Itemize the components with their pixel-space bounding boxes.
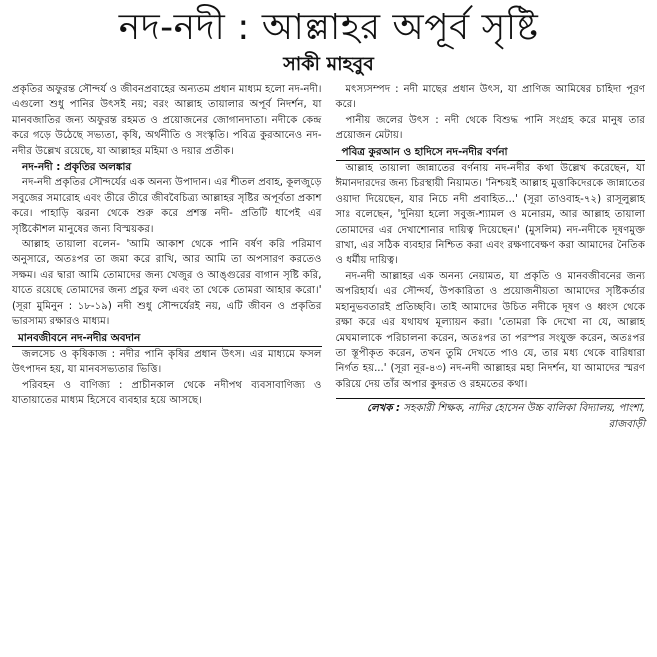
paragraph-fisheries: মৎস্যসম্পদ : নদী মাছের প্রধান উৎস, যা প্রাণিজ আমিষের চাহিদা পূরণ করে। bbox=[335, 84, 645, 111]
article-author: সাকী মাহবুব bbox=[283, 53, 374, 75]
paragraph-paradise-rivers: আল্লাহ তায়ালা জান্নাতের বর্ণনায় নদ-নদীর কথা উল্লেখ করেছেন, যা ঈমানদারদের জন্য চিরস্থায়ী নিয়ামত। 'নিশ্চয়ই আল্লাহ মুত্তাকিদেরকে জান্নাতের ওয়াদা দিয়েছেন, যার নিচে নদী প্রবাহিত...' (সূরা তাওবাহ-৭২) রাসূলুল্লাহ সাঃ বলেছেন, 'দুনিয়া হলো সবুজ-শ্যামল ও মনোরম, আর আল্লাহ তায়ালা তোমাদের এর দেখাশোনার দায়িত্ব দিয়েছেন।' (মুসলিম) নদ-নদীকে দূষণমুক্ত রাখা, এর সঠিক ব্যবহার নিশ্চিত করা এবং রক্ষণাবেক্ষণ করা আমাদের নৈতিক ও ধর্মীয় দায়িত্ব। bbox=[335, 163, 645, 267]
section-heading-ornament: নদ-নদী : প্রকৃতির অলঙ্কার bbox=[22, 161, 132, 174]
article-body bbox=[12, 82, 645, 432]
section-heading-contribution: মানবজীবনে নদ-নদীর অবদান bbox=[12, 331, 322, 347]
paragraph-transport: পরিবহন ও বাণিজ্য : প্রাচীনকাল থেকে নদীপথ ব্যবসাবাণিজ্য ও যাতায়াতের মাধ্যম হিসেবে ব্যবহার হয়ে আসছে। bbox=[12, 379, 322, 407]
author-note-text: সহকারী শিক্ষক, নাদির হোসেন উচ্চ বালিকা বিদ্যালয়, পাংশা, রাজবাড়ী bbox=[403, 403, 645, 430]
intro-paragraph: প্রকৃতির অফুরন্ত সৌন্দর্য ও জীবনপ্রবাহের অন্যতম প্রধান মাধ্যম হলো নদ-নদী। এগুলো শুধু পানির উৎসই নয়; বরং আল্লাহ তায়ালার অপূর্ব নিদর্শন, যা মানবজাতির জন্য অফুরন্ত রহমত ও প্রয়োজনের জোগানদাতা। নদীকে কেন্দ্র করে গড়ে উঠেছে সভ্যতা, কৃষি, অর্থনীতি ও সংস্কৃতি। পবিত্র কুরআনেও নদ-নদীর উল্লেখ রয়েছে, যা আল্লাহর মহিমা ও দয়ার প্রতীক। bbox=[12, 84, 322, 157]
paragraph-drinking-water: পানীয় জলের উৎস : নদী থেকে বিশুদ্ধ পানি সংগ্রহ করে মানুষ তার প্রয়োজন মেটায়। bbox=[335, 114, 645, 142]
paragraph-irrigation: জলসেচ ও কৃষিকাজ : নদীর পানি কৃষির প্রধান উৎস। এর মাধ্যমে ফসল উৎপাদন হয়, যা মানবসভ্যতার ভিত্তি। bbox=[12, 348, 322, 376]
right-column bbox=[336, 82, 646, 432]
article-title: নদ-নদী : আল্লাহর অপূর্ব সৃষ্টি bbox=[118, 7, 539, 48]
left-column bbox=[12, 82, 322, 432]
paragraph-quran-quote: আল্লাহ তায়ালা বলেন- 'আমি আকাশ থেকে পানি বর্ষণ করি পরিমাণ অনুসারে, অতঃপর তা জমা করে রাখি, আর আমি তা অপসারণ করতেও সক্ষম। এর দ্বারা আমি তোমাদের জন্য খেজুর ও আঙ্গুরের বাগান সৃষ্টি করি, যাতে রয়েছে তোমাদের জন্য প্রচুর ফল এবং তা থেকে তোমরা আহার করো।' (সূরা মুমিনুন : ১৮-১৯) নদী শুধু সৌন্দর্যেরই নয়, এটি জীবন ও প্রকৃতির ভারসাম্য রক্ষারও মাধ্যম। bbox=[12, 239, 322, 328]
paragraph-ornament: নদ-নদী প্রকৃতির সৌন্দর্যের এক অনন্য উপাদান। এর শীতল প্রবাহ, কূলজুড়ে সবুজের সমারোহ এবং তীরে তীরে জীববৈচিত্র্য আল্লাহর সৃষ্টির অপূর্বতা প্রকাশ করে। পাহাড়ি ঝরনা থেকে শুরু করে প্রশস্ত নদী- প্রতিটি ধাপেই এর সৃষ্টিকৌশল মানুষের জন্য বিস্ময়কর। bbox=[12, 177, 322, 235]
section-heading-quran-hadith: পবিত্র কুরআন ও হাদিসে নদ-নদীর বর্ণনা bbox=[336, 145, 646, 161]
paragraph-conclusion: নদ-নদী আল্লাহর এক অনন্য নেয়ামত, যা প্রকৃতি ও মানবজীবনের জন্য অপরিহার্য। এর সৌন্দর্য, উপকারিতা ও প্রয়োজনীয়তা আমাদের সৃষ্টিকর্তার মহানুভবতারই প্রতিচ্ছবি। তাই আমাদের উচিত নদীকে দূষণ ও ধ্বংস থেকে রক্ষা করে এর যথাযথ মূল্যায়ন করা। 'তোমরা কি দেখো না যে, আল্লাহ মেঘমালাকে পরিচালনা করেন, অতঃপর তা পরস্পর সংযুক্ত করেন, অতঃপর তা স্তূপীকৃত করেন, তখন তুমি দেখতে পাও যে, তার মধ্য থেকে বারিধারা নির্গত হয়...' (সূরা নূর-৪৩) নদ-নদী আল্লাহর মহা নিদর্শন, যা আমাদের স্মরণ করিয়ে দেয় তাঁর অপার কুদরত ও রহমতের কথা। bbox=[335, 270, 645, 390]
author-note bbox=[336, 398, 646, 432]
author-note-label: লেখক : bbox=[366, 403, 401, 415]
